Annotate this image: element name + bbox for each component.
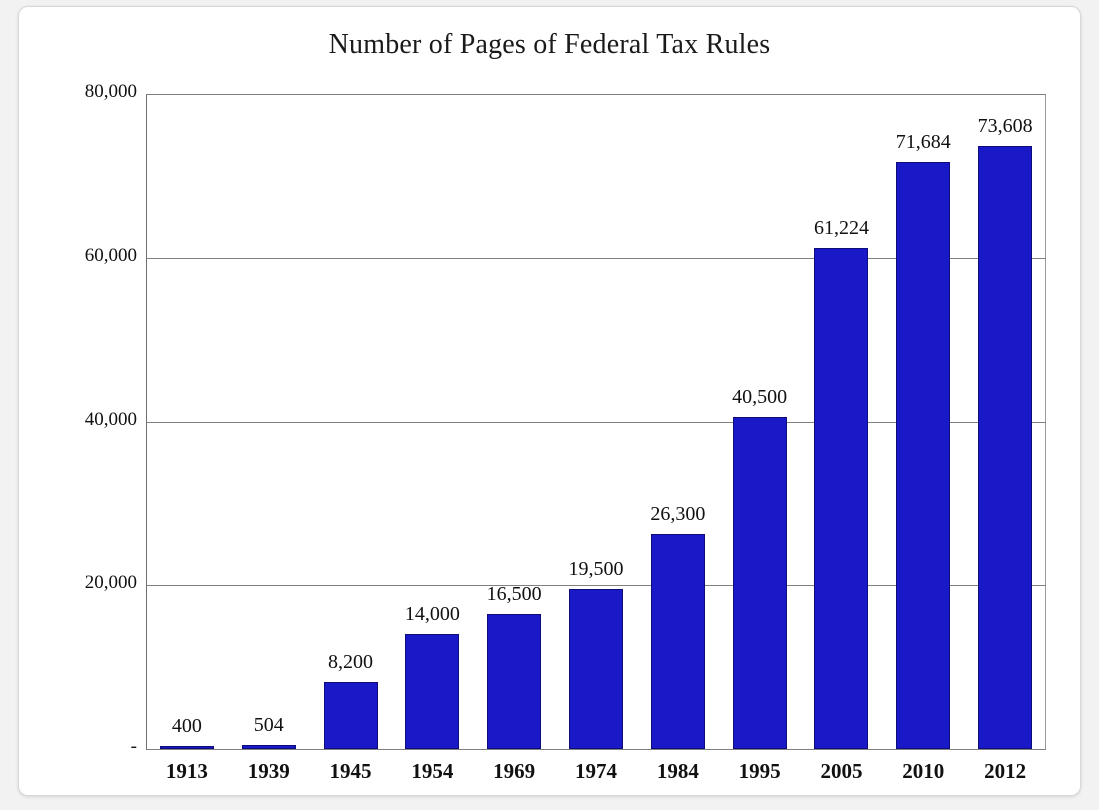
x-tick-label: 1954 [411,759,454,783]
bar-value-label: 61,224 [813,216,869,239]
x-tick-label: 2010 [902,759,945,783]
bar-value-label: 400 [171,714,202,737]
x-tick-label: 1913 [165,759,208,783]
y-tick-label: 40,000 [84,408,137,430]
x-tick-label: 1995 [738,759,781,783]
y-tick-label: 60,000 [84,244,137,266]
x-tick-label: 1939 [247,759,290,783]
bar-value-label: 71,684 [895,131,951,154]
x-tick-label: 1974 [574,759,617,783]
bar-value-label: 40,500 [732,386,788,409]
x-tick-label: 1969 [493,759,536,783]
y-tick-label: 80,000 [84,81,137,102]
y-tick-label: 20,000 [84,572,137,594]
chart-title: Number of Pages of Federal Tax Rules [328,29,771,60]
bar-value-label: 504 [253,713,284,736]
bar-value-label: 8,200 [328,650,374,673]
x-axis-tick-labels [19,7,1080,795]
bar-value-label: 16,500 [486,582,542,605]
x-tick-label: 1984 [656,759,699,783]
y-tick-label: - [130,736,137,757]
bar-value-label: 19,500 [568,558,624,581]
bar-value-label: 26,300 [650,502,706,525]
bar-value-label: 14,000 [404,603,460,626]
x-tick-label: 1945 [329,759,372,783]
bar-value-label: 73,608 [977,115,1033,138]
x-tick-label: 2005 [820,759,863,783]
x-tick-label: 2012 [984,759,1027,783]
chart-card [18,6,1081,796]
